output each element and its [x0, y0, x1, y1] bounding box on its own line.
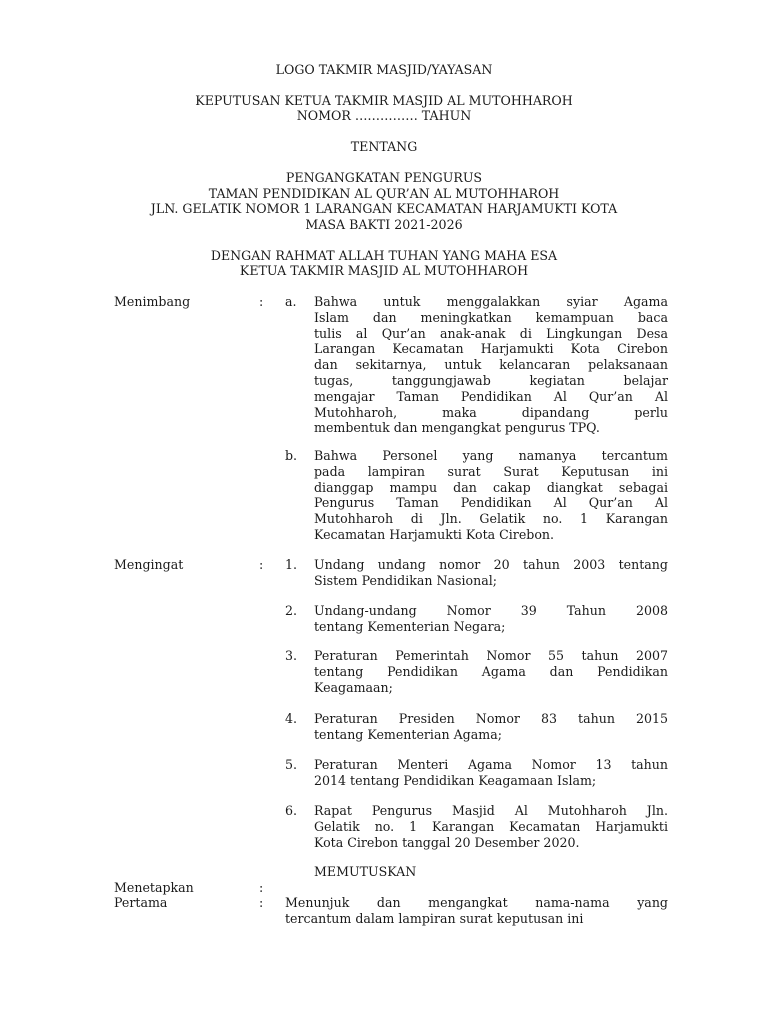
- about-heading: TENTANG: [350, 139, 418, 154]
- text-line: Mutohharoh di Jln. Gelatik no. 1 Karangan: [314, 511, 668, 527]
- text-line: tentang Pendidikan Agama dan Pendidikan: [314, 663, 668, 679]
- text-line: Mutohharoh, maka dipandang perlu: [314, 404, 668, 420]
- subject-line: PENGANGKATAN PENGURUS: [285, 170, 483, 185]
- text-line: Peraturan Menteri Agama Nomor 13 tahun: [314, 757, 668, 772]
- item-marker: 6.: [285, 803, 298, 818]
- subject-line: JLN. GELATIK NOMOR 1 LARANGAN KECAMATAN HARJAMUKTI KOTA: [150, 201, 618, 216]
- text-line: membentuk dan mengangkat pengurus TPQ.: [314, 420, 600, 436]
- mengingat-item-4: [314, 711, 668, 743]
- mengingat-item-6: [314, 803, 668, 850]
- mengingat-item-5: [314, 757, 668, 789]
- blessing-line: DENGAN RAHMAT ALLAH TUHAN YANG MAHA ESA: [210, 248, 558, 263]
- text-line: Sistem Pendidikan Nasional;: [314, 572, 497, 588]
- text-line: 2014 tentang Pendidikan Keagamaan Islam;: [314, 772, 597, 788]
- menetapkan-label: Menetapkan: [114, 880, 194, 895]
- item-marker: 1.: [285, 557, 298, 572]
- text-line: Bahwa Personel yang namanya tercantum: [314, 448, 668, 463]
- text-line: Keagamaan;: [314, 679, 393, 695]
- text-line: Larangan Kecamatan Harjamukti Kota Cirebon: [314, 341, 668, 357]
- text-line: Peraturan Pemerintah Nomor 55 tahun 2007: [314, 648, 668, 663]
- text-line: Islam dan meningkatkan kemampuan baca: [314, 309, 668, 325]
- text-line: tentang Kementerian Agama;: [314, 726, 502, 742]
- pertama-text: [285, 895, 668, 927]
- text-line: Kecamatan Harjamukti Kota Cirebon.: [314, 526, 555, 542]
- logo-placeholder-line: LOGO TAKMIR MASJID/YAYASAN: [275, 62, 493, 77]
- mengingat-item-2: [314, 603, 668, 635]
- text-line: Peraturan Presiden Nomor 83 tahun 2015: [314, 711, 668, 726]
- item-marker: 4.: [285, 711, 298, 726]
- decree-number-line: NOMOR …………… TAHUN: [296, 108, 472, 123]
- text-line: dianggap mampu dan cakap diangkat sebagai: [314, 479, 668, 495]
- subject-line: TAMAN PENDIDIKAN AL QUR’AN AL MUTOHHAROH: [208, 186, 560, 201]
- mengingat-colon: :: [259, 557, 264, 572]
- mengingat-item-1: [314, 557, 668, 589]
- text-line: mengajar Taman Pendidikan Al Qur’an Al: [314, 388, 668, 404]
- mengingat-label: Mengingat: [114, 557, 184, 572]
- item-marker: a.: [285, 294, 297, 309]
- text-line: pada lampiran surat Surat Keputusan ini: [314, 463, 668, 479]
- memutuskan-heading: MEMUTUSKAN: [314, 864, 417, 879]
- mengingat-item-3: [314, 648, 668, 695]
- text-line: tulis al Qur’an anak-anak di Lingkungan Desa: [314, 325, 668, 341]
- menetapkan-colon: :: [259, 880, 264, 895]
- item-marker: 3.: [285, 648, 298, 663]
- pertama-colon: :: [259, 895, 264, 910]
- pertama-label: Pertama: [114, 895, 168, 910]
- item-marker: b.: [285, 448, 298, 463]
- menimbang-item-a: [314, 294, 668, 436]
- menimbang-label: Menimbang: [114, 294, 191, 309]
- decree-title: KEPUTUSAN KETUA TAKMIR MASJID AL MUTOHHAROH: [195, 93, 573, 108]
- text-line: dan sekitarnya, untuk kelancaran pelaksanaan: [314, 357, 668, 373]
- subject-line: MASA BAKTI 2021-2026: [305, 217, 463, 232]
- item-marker: 2.: [285, 603, 298, 618]
- text-line: Pengurus Taman Pendidikan Al Qur’an Al: [314, 495, 668, 511]
- blessing-line: KETUA TAKMIR MASJID AL MUTOHHAROH: [239, 263, 529, 278]
- text-line: Rapat Pengurus Masjid Al Mutohharoh Jln.: [314, 803, 668, 818]
- menimbang-colon: :: [259, 294, 264, 309]
- text-line: Menunjuk dan mengangkat nama-nama yang: [285, 895, 668, 910]
- item-marker: 5.: [285, 757, 298, 772]
- text-line: tercantum dalam lampiran surat keputusan ini: [285, 910, 584, 926]
- text-line: tugas, tanggungjawab kegiatan belajar: [314, 372, 668, 388]
- text-line: Gelatik no. 1 Karangan Kecamatan Harjamukti: [314, 818, 668, 834]
- text-line: tentang Kementerian Negara;: [314, 618, 506, 634]
- text-line: Bahwa untuk menggalakkan syiar Agama: [314, 294, 668, 309]
- text-line: Kota Cirebon tanggal 20 Desember 2020.: [314, 834, 580, 850]
- text-line: Undang undang nomor 20 tahun 2003 tentang: [314, 557, 668, 572]
- menimbang-item-b: [314, 448, 668, 543]
- text-line: Undang-undang Nomor 39 Tahun 2008: [314, 603, 668, 618]
